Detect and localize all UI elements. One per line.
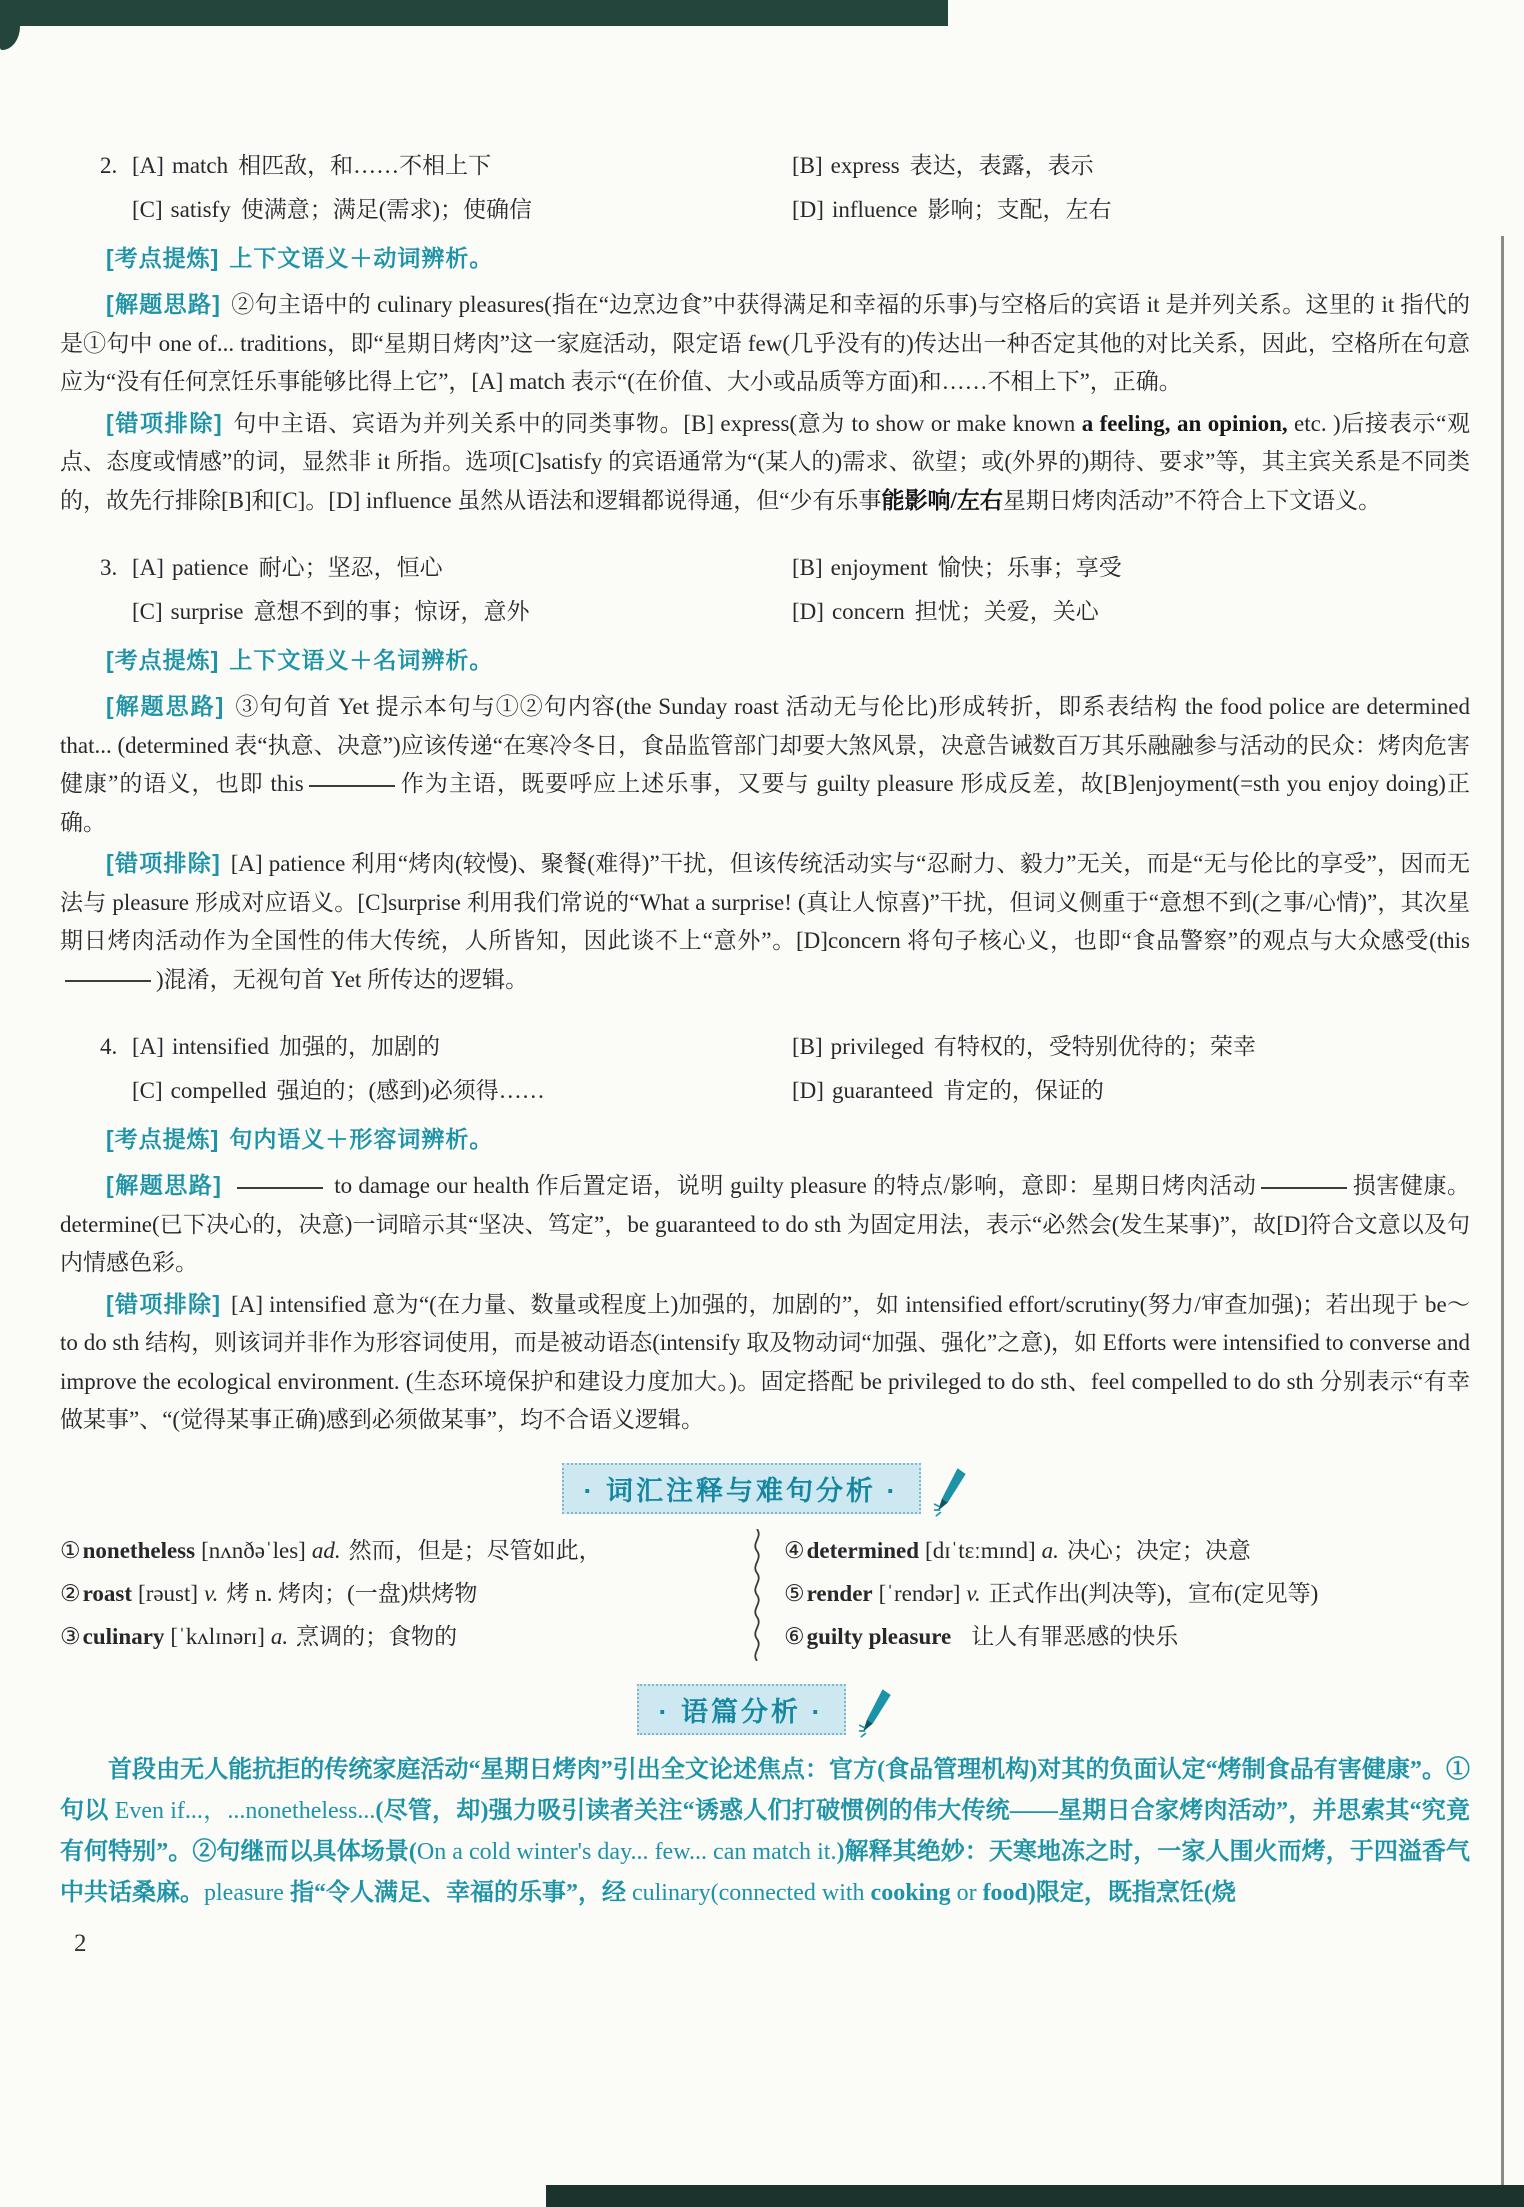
squiggle-divider xyxy=(746,1529,768,1661)
elimination-tag: [错项排除] xyxy=(106,409,223,436)
pen-icon xyxy=(858,1687,894,1744)
question-number: 3. xyxy=(100,555,118,580)
option-a: [A] intensified 加强的，加剧的 xyxy=(132,1034,441,1059)
vocab-column-left xyxy=(60,1529,746,1661)
exam-point-line: [考点提炼] 上下文语义＋名词辨析。 xyxy=(106,647,494,673)
question-block-3 xyxy=(60,546,1470,999)
elimination-tag: [错项排除] xyxy=(106,850,221,876)
option-c: [C] surprise 意想不到的事；惊讶，意外 xyxy=(132,599,530,624)
page-content xyxy=(60,118,1470,1958)
scan-edge-top-wedge xyxy=(0,24,20,50)
vocab-header-badge: · 词汇注释与难句分析 · xyxy=(562,1463,921,1514)
discourse-header-badge: · 语篇分析 · xyxy=(637,1684,846,1735)
elimination-tag: [错项排除] xyxy=(106,1290,222,1317)
option-d: [D] concern 担忧；关爱，关心 xyxy=(792,599,1099,624)
vocab-section xyxy=(60,1529,1470,1661)
solution-tag: [解题思路] xyxy=(106,1172,222,1198)
vocab-entry: ②roast [rəust] v. 烤 n. 烤肉；(一盘)烘烤物 xyxy=(60,1580,478,1606)
vocab-entry: ③culinary [ˈkʌlɪnərɪ] a. 烹调的；食物的 xyxy=(60,1623,458,1649)
question-number: 4. xyxy=(100,1034,118,1059)
vocab-entry: ⑤render [ˈrendər] v. 正式作出(判决等)，宣布(定见等) xyxy=(784,1580,1319,1606)
option-c: [C] compelled 强迫的；(感到)必须得…… xyxy=(132,1078,545,1103)
option-row xyxy=(60,546,1470,590)
pen-icon xyxy=(933,1466,969,1523)
option-b: [B] express 表达，表露，表示 xyxy=(792,153,1094,178)
vocab-column-right xyxy=(768,1529,1470,1661)
option-row xyxy=(60,1069,1470,1113)
option-c: [C] satisfy 使满意；满足(需求)；使确信 xyxy=(132,197,533,222)
exam-point-line: [考点提炼] 句内语义＋形容词辨析。 xyxy=(106,1126,494,1152)
discourse-section-header xyxy=(60,1681,1470,1738)
options-q3 xyxy=(60,546,1470,634)
question-block-4 xyxy=(60,1025,1470,1440)
exam-point-tag: [考点提炼] xyxy=(106,647,220,673)
option-row xyxy=(60,590,1470,634)
solution-tag: [解题思路] xyxy=(106,693,225,719)
discourse-paragraph: 首段由无人能抗拒的传统家庭活动“星期日烤肉”引出全文论述焦点：官方(食品管理机构)对其的负面认定“烤制食品有害健康”。①句以 Even if...，...nonetheless...(尽管，却)强力吸引读者关注“诱惑人们打破惯例的伟大传统——星期日合家烤肉活动”，并思索其“究竟有何特别”。②句继而以具体场景(On a cold winter's day... few... can match it.)解释其绝妙：天寒地冻之时，一家人围火而烤，于四溢香气中共话桑麻。pleasure 指“令人满足、幸福的乐事”，经 culinary(connected with cooking or food)限定，既指烹饪(烧 xyxy=(60,1756,1471,1906)
exam-point-tag: [考点提炼] xyxy=(106,245,220,271)
option-b: [B] enjoyment 愉快；乐事；享受 xyxy=(792,555,1122,580)
vocab-section-header xyxy=(60,1460,1470,1517)
option-row xyxy=(60,1025,1470,1069)
solution-paragraph: [解题思路] ③句句首 Yet 提示本句与①②句内容(the Sunday roast 活动无与伦比)形成转折，即系表结构 the food police are determined that... (determined 表“执意、决意”)应该传递“在寒冷冬日，食品监管部门却要大煞风景，决意告诫数百万其乐融融参与活动的民众：烤肉危害健康”的语义，也即 this 作为主语，既要呼应上述乐事，又要与 guilty pleasure 形成反差，故[B]enjoyment(=sth you enjoy doing)正确。 xyxy=(60,693,1470,835)
exam-point-line: [考点提炼] 上下文语义＋动词辨析。 xyxy=(106,245,494,271)
vocab-entry: ①nonetheless [nʌnðəˈles] ad. 然而，但是；尽管如此， xyxy=(60,1537,602,1563)
elimination-paragraph: [错项排除] [A] patience 利用“烤肉(较慢)、聚餐(难得)”干扰，但该传统活动实与“忍耐力、毅力”无关，而是“无与伦比的享受”，因而无法与 pleasure 形成对应语义。[C]surprise 利用我们常说的“What a surprise! (真让人惊喜)”干扰，但词义侧重于“意想不到(之事/心情)”，其次星期日烤肉活动作为全国性的伟大传统，人所皆知，因此谈不上“意外”。[D]concern 将句子核心义，也即“食品警察”的观点与大众感受(this )混淆，无视句首 Yet 所传达的逻辑。 xyxy=(60,850,1470,992)
options-q4 xyxy=(60,1025,1470,1113)
option-a: [A] match 相匹敌，和……不相上下 xyxy=(132,153,492,178)
option-row xyxy=(60,188,1470,232)
solution-tag: [解题思路] xyxy=(106,291,221,317)
option-d: [D] guaranteed 肯定的，保证的 xyxy=(792,1078,1104,1103)
option-d: [D] influence 影响；支配，左右 xyxy=(792,197,1112,222)
elimination-paragraph: [错项排除] [A] intensified 意为“(在力量、数量或程度上)加强的，加剧的”，如 intensified effort/scrutiny(努力/审查加强)；若出现于 be～to do sth 结构，则该词并非作为形容词使用，而是被动语态(intensify 取及物动词“加强、强化”之意)，如 Efforts were intensified to converse and improve the ecological environment. (生态环境保护和建设力度加大。)。固定搭配 be privileged to do sth、feel compelled to do sth 分别表示“有幸做某事”、“(觉得某事正确)感到必须做某事”，均不合语义逻辑。 xyxy=(60,1290,1470,1432)
elimination-paragraph: [错项排除] 句中主语、宾语为并列关系中的同类事物。[B] express(意为 to show or make known a feeling, an opinion, etc. )后接表示“观点、态度或情感”的词，显然非 it 所指。选项[C]satisfy 的宾语通常为“(某人的)需求、欲望；或(外界的)期待、要求”等，其主宾关系是不同类的，故先行排除[B]和[C]。[D] influence 虽然从语法和逻辑都说得通，但“少有乐事能影响/左右星期日烤肉活动”不符合上下文语义。 xyxy=(60,409,1470,513)
vocab-entry: ⑥guilty pleasure 让人有罪恶感的快乐 xyxy=(784,1623,1179,1649)
exam-point-tag: [考点提炼] xyxy=(106,1126,220,1152)
question-number: 2. xyxy=(100,153,118,178)
solution-paragraph: [解题思路] ②句主语中的 culinary pleasures(指在“边烹边食”中获得满足和幸福的乐事)与空格后的宾语 it 是并列关系。这里的 it 指代的是①句中 one of... traditions，即“星期日烤肉”这一家庭活动，限定语 few(几乎没有的)传达出一种否定其他的对比关系，因此，空格所在句意应为“没有任何烹饪乐事能够比得上它”，[A] match 表示“(在价值、大小或品质等方面)和……不相上下”，正确。 xyxy=(60,291,1470,394)
option-a: [A] patience 耐心；坚忍，恒心 xyxy=(132,555,443,580)
scan-edge-top xyxy=(0,0,948,26)
scan-edge-bottom xyxy=(546,2185,1524,2207)
option-b: [B] privileged 有特权的，受特别优待的；荣幸 xyxy=(792,1034,1256,1059)
solution-paragraph: [解题思路] to damage our health 作后置定语，说明 guilty pleasure 的特点/影响，意即：星期日烤肉活动 损害健康。determine(已下决心的，决意)一词暗示其“坚决、笃定”，be guaranteed to do sth 为固定用法，表示“必然会(发生某事)”，故[D]符合文意以及句内情感色彩。 xyxy=(60,1166,1470,1283)
question-block-2 xyxy=(60,144,1470,520)
options-q2 xyxy=(60,144,1470,232)
page-number: 2 xyxy=(74,1929,87,1957)
scan-edge-right-line xyxy=(1501,236,1504,2186)
vocab-entry: ④determined [dɪˈtɛːmɪnd] a. 决心；决定；决意 xyxy=(784,1537,1251,1563)
option-row xyxy=(60,144,1470,188)
